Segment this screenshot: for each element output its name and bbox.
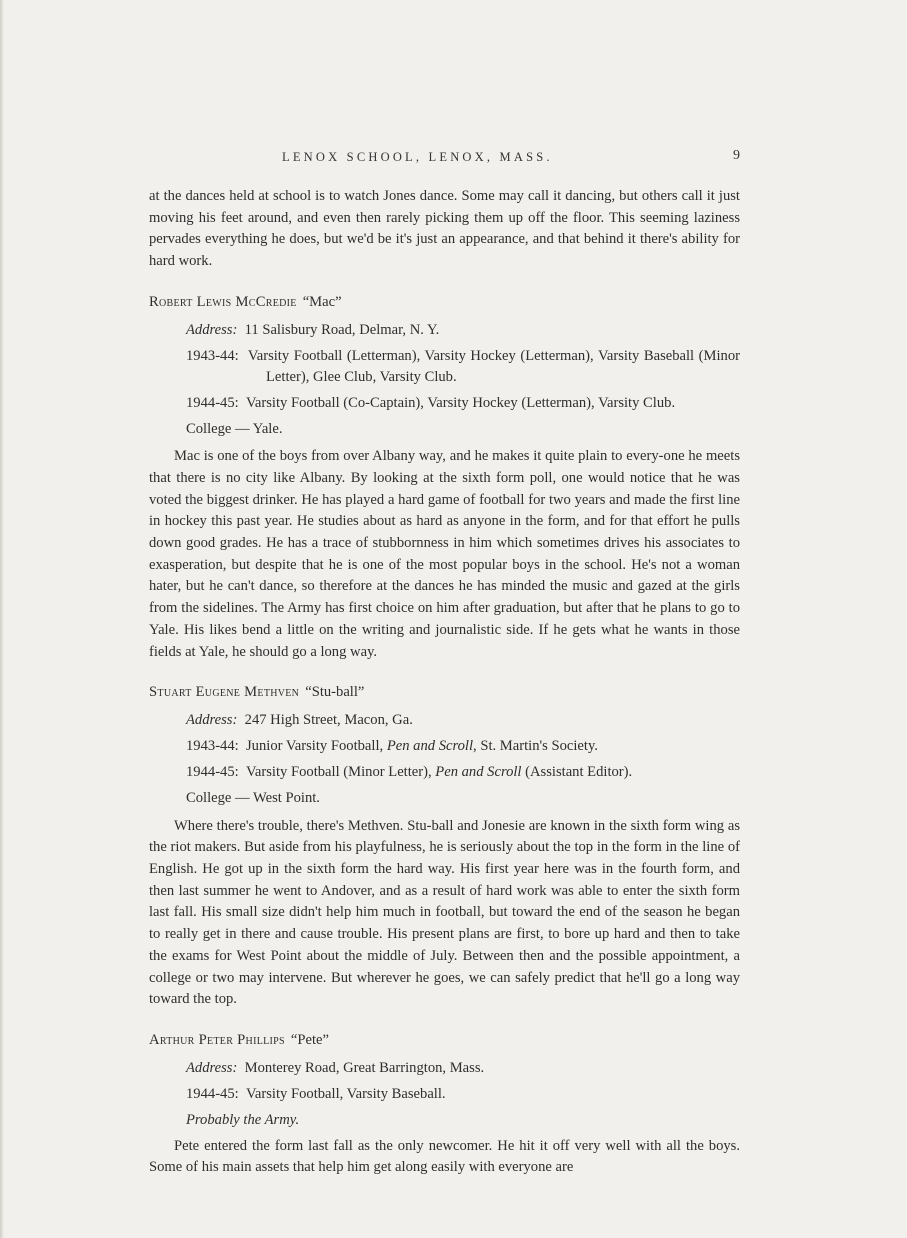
page-header — [150, 146, 740, 170]
record-text: Varsity Football (Letterman), Varsity Hockey (Letterman), Varsity Baseball (Minor Letter), Glee Club, Varsity Club. — [247, 347, 741, 385]
record-year: 1944-45: — [186, 763, 239, 780]
record-line — [186, 346, 740, 388]
student-nickname: “Pete” — [290, 1031, 329, 1048]
address-label: Address: — [186, 1059, 238, 1076]
record-text-end: (Assistant Editor). — [525, 763, 633, 780]
college-line: College — Yale. — [186, 420, 283, 437]
record-italic-title: Pen and Scroll — [386, 737, 474, 754]
student-name: Arthur Peter Phillips — [149, 1031, 285, 1048]
student-name: Robert Lewis McCredie — [149, 293, 297, 310]
record-text: Varsity Football, Varsity Baseball. — [246, 1085, 446, 1102]
student-name-line — [149, 1030, 740, 1052]
page-number: 9 — [733, 148, 740, 163]
record-year: 1944-45: — [186, 394, 239, 411]
student-nickname: “Stu-ball” — [305, 684, 365, 701]
student-paragraph: Mac is one of the boys from over Albany way, and he makes it quite plain to every-one he meets that there is no city like Albany. By looking at the sixth form poll, one would notice that he was voted the biggest drinker. He has played a hard game of football for two years and made the first line in hockey this past year. He studies about as hard as anyone in the form, and for that effort he pulls down good grades. He has a trace of stubbornness in him which sometimes drives his associates to exasperation, but despite that he is one of the most popular boys in the school. He's not a woman hater, but he can't dance, so therefore at the dances he has minded the music and gazed at the girls from the sidelines. The Army has first choice on him after graduation, but after that he plans to go to Yale. His likes bend a little on the writing and journalistic side. If he gets what he wants in those fields at Yale, he should go a long way. — [149, 448, 740, 660]
address-line — [186, 320, 740, 341]
address-line — [186, 710, 740, 731]
record-text: Junior Varsity Football, — [246, 737, 384, 754]
running-head: LENOX SCHOOL, LENOX, MASS. — [282, 150, 553, 164]
record-year: 1944-45: — [186, 1085, 239, 1102]
page-body — [149, 186, 740, 1179]
record-year: 1943-44: — [186, 737, 239, 754]
future-plan-line: Probably the Army. — [186, 1111, 300, 1128]
record-line — [186, 762, 740, 783]
student-entry-mccredie — [149, 292, 740, 663]
record-text-end: , St. Martin's Society. — [473, 737, 598, 754]
record-line — [186, 393, 740, 414]
student-name-line — [149, 682, 740, 704]
student-nickname: “Mac” — [302, 293, 342, 310]
intro-paragraph: at the dances held at school is to watch Jones dance. Some may call it dancing, but others call it just moving his feet around, and even then rarely picking them up off the floor. This seeming laziness pervades everything he does, but we'd be it's just an appearance, and that behind it there's ability for hard work. — [149, 188, 740, 270]
student-paragraph: Where there's trouble, there's Methven. Stu-ball and Jonesie are known in the sixth form wing as the riot makers. But aside from his playfulness, he is seriously about the top in the form in the line of English. He got up in the sixth form the hard way. His first year here was in the fourth form, and then last summer he went to Andover, and as a result of hard work was able to enter the sixth form last fall. His small size didn't help him much in football, but toward the end of the season he began to really get in there and cause trouble. His present plans are first, to bore up hard and then to take the exams for West Point about the middle of July. Between then and the possible appointment, a college or two may intervene. But wherever he goes, we can safely predict that he'll go a long way toward the top. — [149, 817, 740, 1008]
record-text: Varsity Football (Minor Letter), — [246, 763, 432, 780]
student-paragraph: Pete entered the form last fall as the only newcomer. He hit it off very well with all the boys. Some of his main assets that help him get along easily with everyone are — [149, 1137, 740, 1176]
address-label: Address: — [186, 321, 238, 338]
record-year: 1943-44: — [186, 347, 239, 364]
page-edge-shadow — [0, 0, 4, 1238]
address-value: 11 Salisbury Road, Delmar, N. Y. — [244, 321, 440, 338]
address-value: Monterey Road, Great Barrington, Mass. — [244, 1059, 485, 1076]
record-line — [186, 736, 740, 757]
address-label: Address: — [186, 711, 238, 728]
address-line — [186, 1058, 740, 1079]
record-text: Varsity Football (Co-Captain), Varsity Hockey (Letterman), Varsity Club. — [246, 394, 676, 411]
record-italic-title: Pen and Scroll — [435, 763, 522, 780]
student-name-line — [149, 292, 740, 314]
college-line: College — West Point. — [186, 789, 320, 806]
record-line — [186, 1084, 740, 1105]
student-entry-methven — [149, 682, 740, 1011]
address-value: 247 High Street, Macon, Ga. — [244, 711, 413, 728]
student-entry-phillips — [149, 1030, 740, 1179]
student-name: Stuart Eugene Methven — [149, 684, 300, 701]
